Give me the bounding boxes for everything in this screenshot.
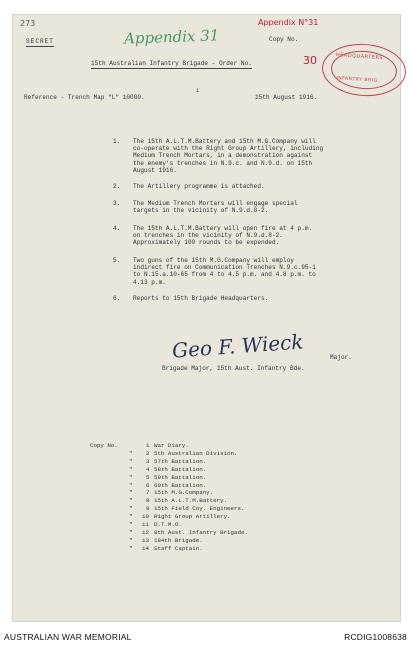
distribution-ditto: " bbox=[129, 536, 133, 544]
distribution-copy-number: 8 bbox=[146, 497, 150, 505]
distribution-recipient: 184th Brigade. bbox=[154, 536, 203, 544]
signature-title: Brigade Major, 15th Aust. Infantry Bde. bbox=[162, 365, 305, 372]
distribution-ditto: " bbox=[129, 457, 133, 465]
distribution-copy-number: 4 bbox=[146, 465, 150, 473]
distribution-recipient: 57th Battalion. bbox=[154, 457, 207, 465]
reference-line: Reference - Trench Map "L" 10000. bbox=[24, 94, 145, 101]
para-1-num: 1. bbox=[113, 138, 121, 145]
distribution-ditto: " bbox=[129, 544, 133, 552]
para-6: Reports to 15th Brigade Headquarters. bbox=[133, 295, 269, 302]
signature-handwritten: Geo F. Wieck bbox=[171, 329, 305, 363]
order-number: 30 bbox=[303, 54, 317, 67]
order-date: 15th August 1916. bbox=[255, 94, 318, 101]
distribution-recipient: 15th A.L.T.M.Battery. bbox=[154, 497, 228, 505]
para-6-num: 6. bbox=[113, 295, 121, 302]
distribution-ditto: " bbox=[129, 521, 133, 528]
distribution-recipient: 58th Battalion. bbox=[154, 465, 207, 473]
distribution-recipient: 15th M.G.Company. bbox=[154, 489, 214, 497]
distribution-copy-number: 14 bbox=[142, 544, 149, 552]
distribution-copy-number: 1 bbox=[146, 442, 150, 449]
classification: SECRET bbox=[26, 38, 54, 45]
order-title-text: 15th Australian Infantry Brigade - Order No. bbox=[91, 60, 252, 67]
distribution-recipient: 59th Battalion. bbox=[154, 473, 207, 481]
distribution-ditto: " bbox=[129, 497, 133, 505]
distribution-recipient: 15th Field Coy. Engineers. bbox=[154, 505, 245, 513]
footer-left: AUSTRALIAN WAR MEMORIAL bbox=[4, 632, 132, 642]
signature-rank: Major. bbox=[330, 354, 352, 361]
headquarters-stamp bbox=[320, 41, 407, 99]
distribution-ditto: " bbox=[129, 489, 133, 497]
distribution-recipient: 5th Australian Division. bbox=[154, 449, 238, 457]
distribution-label: Copy No. bbox=[90, 442, 118, 449]
distribution-copy-number: 5 bbox=[146, 473, 150, 481]
footer-right: RCDIG1008638 bbox=[344, 632, 407, 642]
distribution-ditto: " bbox=[129, 473, 133, 481]
distribution-recipient: War Diary. bbox=[154, 442, 189, 449]
distribution-copy-number: 11 bbox=[142, 521, 149, 528]
appendix-handwritten: Appendix 31 bbox=[123, 26, 220, 48]
order-title bbox=[91, 60, 252, 67]
distribution-copy-number: 12 bbox=[142, 528, 149, 536]
document-sheet bbox=[12, 14, 401, 622]
distribution-ditto: " bbox=[129, 465, 133, 473]
para-1: The 15th A.L.T.M.Battery and 15th M.G.Company will co-operate with the Right Group Artillery, including Medium Trench Mortars, in a demonstration against the enemy's trenches in N.9.c. and N.9.d. on 15th August 1916. bbox=[133, 138, 324, 174]
distribution-ditto: " bbox=[129, 505, 133, 513]
para-3: The Medium Trench Mortars will engage special targets in the vicinity of N.9.d.8-2. bbox=[133, 200, 298, 215]
distribution-ditto: " bbox=[129, 513, 133, 521]
distribution-copy-number: 10 bbox=[142, 513, 149, 521]
distribution-copy-number: 6 bbox=[146, 481, 150, 489]
distribution-recipient: Right Group Artillery. bbox=[154, 513, 231, 521]
stamp-top-text: HEADQUARTERS bbox=[335, 52, 384, 62]
pencil-number: 273 bbox=[20, 19, 36, 28]
distribution-copy-number: 13 bbox=[142, 536, 149, 544]
distribution-ditto: " bbox=[129, 528, 133, 536]
reference-superscript: 1 bbox=[196, 88, 200, 94]
distribution-copy-number: 7 bbox=[146, 489, 150, 497]
para-2-num: 2. bbox=[113, 183, 121, 190]
appendix-red: Appendix N°31 bbox=[258, 18, 319, 27]
distribution-copy-number: 9 bbox=[146, 505, 150, 513]
para-4-num: 4. bbox=[113, 225, 121, 232]
para-5-num: 5. bbox=[113, 257, 121, 264]
distribution-ditto: " bbox=[129, 481, 133, 489]
copy-no-label: Copy No. bbox=[269, 36, 299, 43]
stamp-bottom-text: INFANTRY BRIG. bbox=[336, 76, 380, 85]
para-2: The Artillery programme is attached. bbox=[133, 183, 265, 190]
distribution-recipient: D.T.M.O. bbox=[154, 521, 182, 528]
distribution-copy-number: 2 bbox=[146, 449, 150, 457]
distribution-recipient: 60th Battalion. bbox=[154, 481, 207, 489]
distribution-copy-number: 3 bbox=[146, 457, 150, 465]
para-5: Two guns of the 15th M.G.Company will employ indirect fire on Communication Trenches N.9.c.95-1 to N.15.a.10-65 from 4 to 4.5 p.m. and 4.8 p.m. to 4.13 p.m. bbox=[133, 257, 316, 286]
para-3-num: 3. bbox=[113, 200, 121, 207]
para-4: The 15th A.L.T.M.Battery will open fire at 4 p.m. on trenches in the vicinity of N.9.d.8-2. Approximately 100 rounds to be expended. bbox=[133, 225, 313, 247]
distribution-ditto: " bbox=[129, 449, 133, 457]
distribution-recipient: Staff Captain. bbox=[154, 544, 203, 552]
distribution-recipient: 8th Aust. Infantry Brigade. bbox=[154, 528, 248, 536]
